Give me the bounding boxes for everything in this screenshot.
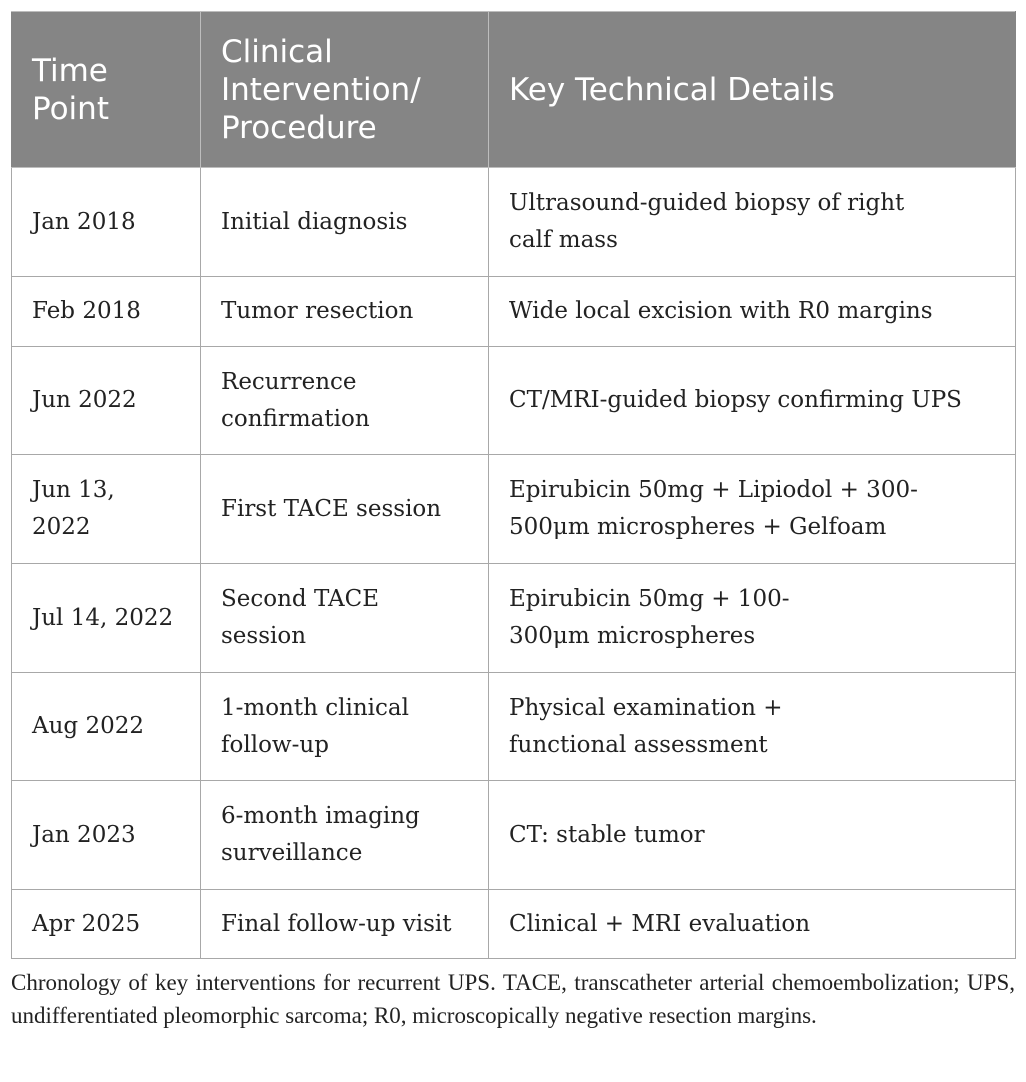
cell-line: CT: stable tumor: [509, 821, 705, 848]
cell-intervention: [201, 277, 489, 347]
cell-line: 1-month clinical: [221, 694, 409, 721]
cell-line: Initial diagnosis: [221, 208, 408, 235]
cell-line: First TACE session: [221, 495, 442, 522]
cell-line: 500μm microspheres + Gelfoam: [509, 514, 887, 540]
cell-line: Tumor resection: [221, 298, 414, 324]
cell-intervention: [201, 890, 489, 959]
interventions-table: [11, 11, 1016, 959]
cell-line: follow-up: [221, 731, 329, 758]
table-row: [12, 455, 1016, 564]
table-body: [12, 168, 1016, 959]
header-clinical-intervention: [201, 12, 489, 168]
cell-details: [489, 347, 1016, 455]
table-row: [12, 168, 1016, 277]
table-row: [12, 564, 1016, 673]
cell-time: Apr 2025: [12, 890, 201, 959]
header-time-point: [12, 12, 201, 168]
table-caption: Chronology of key interventions for recurrent UPS. TACE, transcatheter arterial chemoembolization; UPS, undifferentiated pleomorphic sarcoma; R0, microscopically negative resection margins.: [11, 970, 1015, 1028]
interventions-table-container: [11, 11, 1015, 959]
cell-time: Jul 14, 2022: [12, 564, 201, 673]
cell-details: [489, 781, 1016, 890]
cell-line: Ultrasound-guided biopsy of right: [509, 190, 905, 216]
cell-details: [489, 168, 1016, 277]
cell-line: functional assessment: [509, 731, 768, 758]
header-line: Procedure: [221, 109, 377, 146]
cell-line: 6-month imaging: [221, 803, 420, 829]
header-row: [12, 12, 1016, 168]
cell-line: Epirubicin 50mg + Lipiodol + 300-: [509, 477, 918, 503]
cell-line: surveillance: [221, 840, 363, 866]
cell-line: calf mass: [509, 227, 618, 253]
cell-line: Epirubicin 50mg + 100-: [509, 586, 790, 612]
cell-line: Physical examination +: [509, 694, 783, 721]
cell-intervention: [201, 168, 489, 277]
header-key-technical-details: [489, 12, 1016, 168]
cell-line: Wide local excision with R0 margins: [509, 298, 933, 324]
cell-details: [489, 277, 1016, 347]
cell-time: Feb 2018: [12, 277, 201, 347]
cell-line: confirmation: [221, 405, 370, 432]
table-row: [12, 781, 1016, 890]
cell-line: Recurrence: [221, 368, 357, 395]
cell-line: CT/MRI-guided biopsy confirming UPS: [509, 387, 962, 413]
cell-line: Clinical + MRI evaluation: [509, 910, 811, 937]
cell-time: Jun 13, 2022: [12, 455, 201, 564]
table-row: [12, 890, 1016, 959]
header-line: Intervention/: [221, 71, 421, 108]
cell-intervention: [201, 455, 489, 564]
cell-time: Jan 2023: [12, 781, 201, 890]
cell-intervention: [201, 564, 489, 673]
cell-time: Jan 2018: [12, 168, 201, 277]
cell-details: [489, 673, 1016, 781]
table-header: [12, 12, 1016, 168]
header-line: Time: [32, 52, 108, 89]
header-line: Point: [32, 90, 109, 127]
cell-line: Second TACE: [221, 586, 380, 612]
table-row: [12, 347, 1016, 455]
cell-line: 300μm microspheres: [509, 623, 756, 649]
header-line: Clinical: [221, 33, 333, 70]
cell-intervention: [201, 347, 489, 455]
cell-time: Aug 2022: [12, 673, 201, 781]
header-line: Key Technical Details: [509, 71, 835, 108]
cell-time: Jun 2022: [12, 347, 201, 455]
cell-line: session: [221, 623, 307, 649]
cell-details: [489, 564, 1016, 673]
cell-details: [489, 455, 1016, 564]
cell-intervention: [201, 673, 489, 781]
cell-intervention: [201, 781, 489, 890]
cell-line: Final follow-up visit: [221, 910, 452, 937]
cell-details: [489, 890, 1016, 959]
table-row: [12, 673, 1016, 781]
table-row: [12, 277, 1016, 347]
